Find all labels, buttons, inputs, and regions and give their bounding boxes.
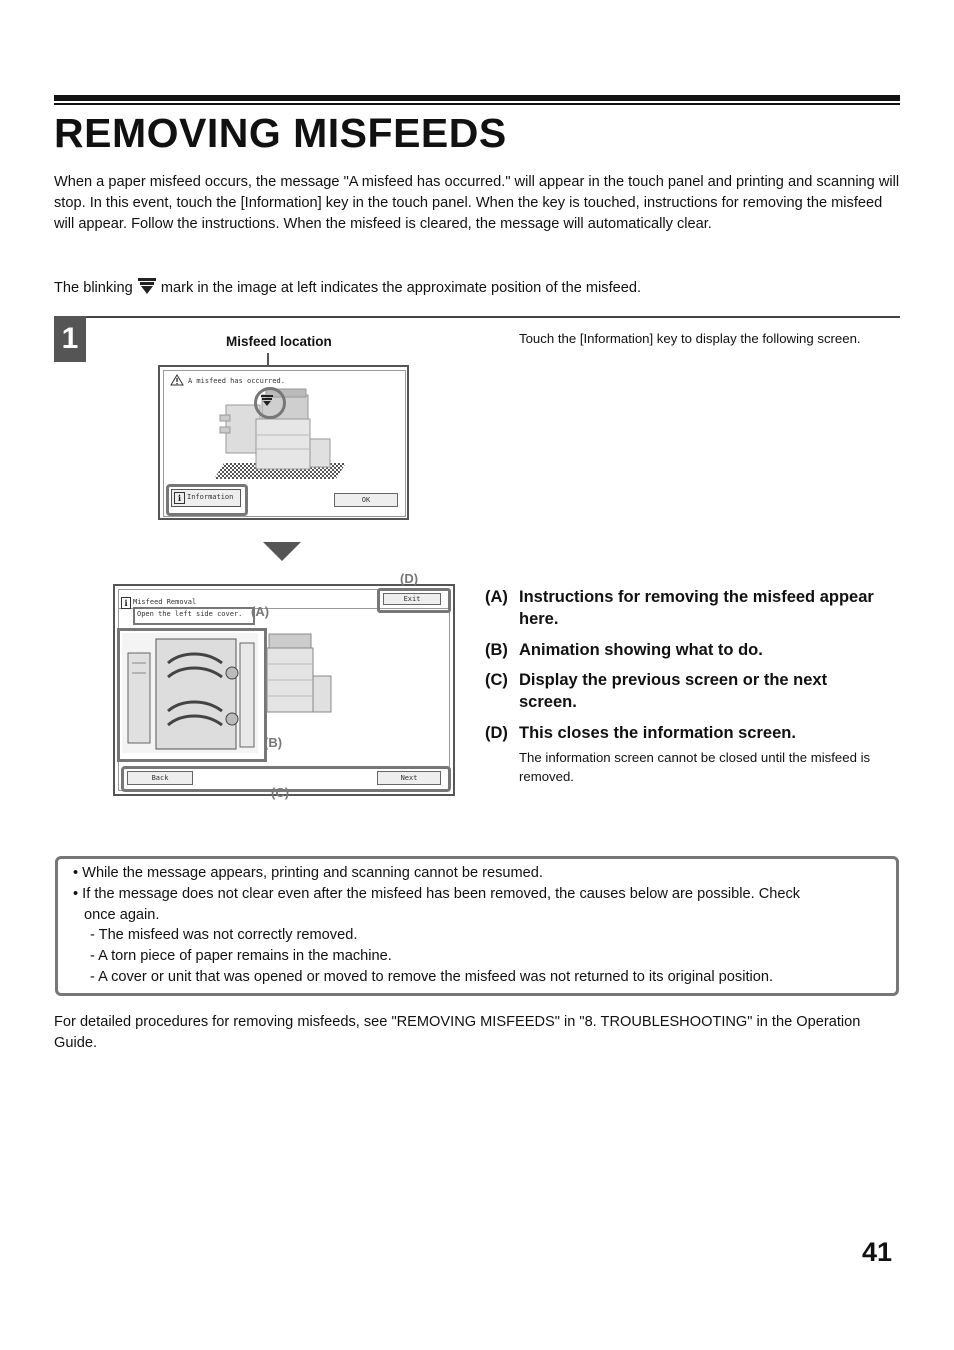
blink-text-before: The blinking <box>54 280 133 296</box>
warning-icon <box>170 374 184 386</box>
callout-a: (A) <box>251 604 270 619</box>
information-button[interactable] <box>171 489 241 507</box>
header-rule-thick <box>54 95 900 101</box>
note-bullet-2-cont: once again. <box>84 907 160 923</box>
legend-key: (A) <box>485 588 508 606</box>
note-sub-2: - A torn piece of paper remains in the machine. <box>90 948 392 964</box>
note-bullet-1: • While the message appears, printing and scanning cannot be resumed. <box>73 865 543 881</box>
misfeed-location-label: Misfeed location <box>226 334 332 349</box>
step-number: 1 <box>54 316 86 362</box>
arrow-down-icon <box>263 542 301 562</box>
misfeed-removal-screen <box>113 584 455 796</box>
information-button-label: Information <box>187 493 234 501</box>
screen2-title: Misfeed Removal <box>133 598 197 606</box>
step-instruction: Touch the [Information] key to display the following screen. <box>519 331 861 346</box>
callout-c: (C) <box>271 785 290 800</box>
page-title: REMOVING MISFEEDS <box>54 110 507 156</box>
machine-thumbnail <box>265 630 335 716</box>
notes-box <box>55 856 899 996</box>
note-sub-1: - The misfeed was not correctly removed. <box>90 927 358 943</box>
blink-text-after: mark in the image at left indicates the approximate position of the misfeed. <box>160 280 642 296</box>
next-button[interactable]: Next <box>377 771 441 785</box>
misfeed-mark-icon <box>260 395 274 406</box>
page-number: 41 <box>862 1237 893 1267</box>
callout-b: (B) <box>264 735 283 750</box>
info-icon: i <box>121 597 131 609</box>
info-icon: i <box>174 492 185 504</box>
legend-key: (B) <box>485 641 508 659</box>
legend-text: Instructions for removing the misfeed appear here. <box>519 588 874 628</box>
intro-paragraph: When a paper misfeed occurs, the message "A misfeed has occurred." will appear in the touch panel and printing and scanning will stop. In this event, touch the [Information] key in the touch panel. When the key is touched, instructions for removing the misfeed will appear. Follow the instructions. When the misfeed is cleared, the message will automatically clear. <box>54 174 900 232</box>
legend-text: This closes the information screen. <box>519 724 796 742</box>
misfeed-screen <box>158 365 409 520</box>
misfeed-mark-icon <box>137 277 157 295</box>
callout-d: (D) <box>400 571 419 586</box>
header-rule-thin <box>54 103 900 105</box>
footer-paragraph: For detailed procedures for removing misfeeds, see "REMOVING MISFEEDS" in "8. TROUBLESHOOTING" in the Operation Guide. <box>54 1014 861 1051</box>
exit-button[interactable]: Exit <box>383 593 441 605</box>
note-sub-3: - A cover or unit that was opened or moved to remove the misfeed was not returned to its original position. <box>90 969 774 985</box>
legend-key: (D) <box>485 724 508 742</box>
removal-instruction: Open the left side cover. <box>137 610 243 618</box>
animation-illustration <box>122 633 258 753</box>
legend-note: The information screen cannot be closed until the misfeed is removed. <box>519 750 871 784</box>
note-bullet-2: • If the message does not clear even after the misfeed has been removed, the causes below are possible. Check <box>73 886 801 902</box>
ok-button[interactable]: OK <box>334 493 398 507</box>
legend-key: (C) <box>485 671 508 689</box>
blink-paragraph <box>54 277 900 299</box>
step-rule <box>54 316 900 318</box>
legend-text: Animation showing what to do. <box>519 641 763 659</box>
misfeed-message: A misfeed has occurred. <box>188 377 285 385</box>
legend-text: Display the previous screen or the next screen. <box>519 671 828 711</box>
back-button[interactable]: Back <box>127 771 193 785</box>
